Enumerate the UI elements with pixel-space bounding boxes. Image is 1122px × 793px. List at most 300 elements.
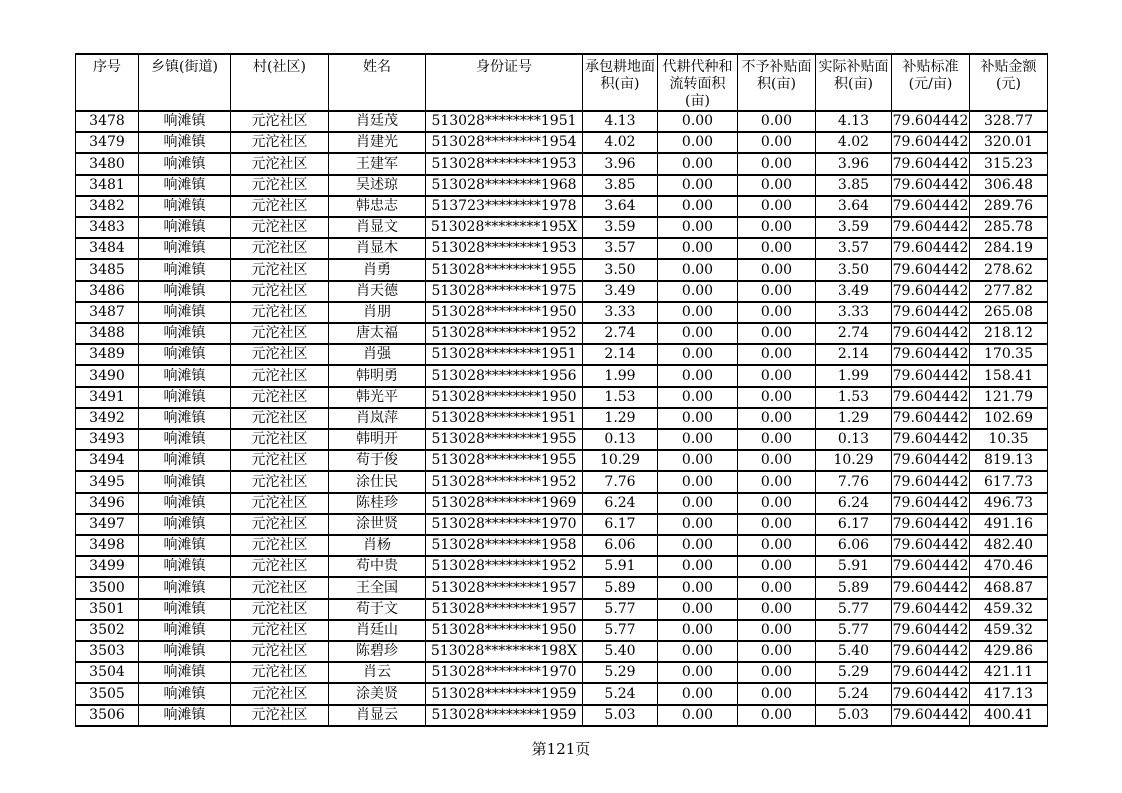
table-cell: 3501 [76,599,139,620]
table-cell: 3493 [76,429,139,450]
table-cell: 513028********1951 [426,111,583,132]
table-cell: 79.604442 [892,450,970,471]
table-cell: 肖勇 [329,259,426,280]
table-cell: 0.00 [738,535,816,556]
table-cell: 元沱社区 [231,705,329,726]
table-cell: 3488 [76,323,139,344]
table-row [76,683,1048,704]
table-cell: 3504 [76,662,139,683]
table-cell: 0.00 [738,132,816,153]
table-cell: 79.604442 [892,387,970,408]
table-cell: 5.40 [583,641,658,662]
table-cell: 0.00 [738,281,816,302]
table-body [76,111,1048,726]
table-cell: 0.00 [658,641,738,662]
table-cell: 5.91 [583,556,658,577]
table-cell: 3.50 [583,259,658,280]
table-header [76,54,1048,111]
table-row [76,620,1048,641]
table-cell: 218.12 [970,323,1048,344]
table-cell: 470.46 [970,556,1048,577]
table-cell: 肖廷山 [329,620,426,641]
table-cell: 3503 [76,641,139,662]
table-cell: 5.24 [816,683,892,704]
table-cell: 0.00 [738,196,816,217]
table-cell: 吴述琼 [329,175,426,196]
table-cell: 3505 [76,683,139,704]
table-cell: 79.604442 [892,196,970,217]
column-header-subsidy-standard: 补贴标准(元/亩) [892,54,970,111]
table-cell: 320.01 [970,132,1048,153]
table-cell: 涂美贤 [329,683,426,704]
table-cell: 79.604442 [892,132,970,153]
table-cell: 5.29 [816,662,892,683]
table-cell: 0.00 [658,153,738,174]
table-cell: 3.57 [583,238,658,259]
table-cell: 3484 [76,238,139,259]
column-header-serial: 序号 [76,54,139,111]
table-cell: 5.03 [816,705,892,726]
table-cell: 0.00 [738,705,816,726]
table-cell: 10.35 [970,429,1048,450]
table-cell: 肖天德 [329,281,426,302]
table-cell: 元沱社区 [231,217,329,238]
table-cell: 元沱社区 [231,344,329,365]
table-cell: 513028********1958 [426,535,583,556]
table-cell: 元沱社区 [231,450,329,471]
table-cell: 王全国 [329,577,426,598]
table-cell: 响滩镇 [139,535,231,556]
table-cell: 513028********1951 [426,344,583,365]
table-cell: 2.74 [816,323,892,344]
table-cell: 2.74 [583,323,658,344]
table-cell: 响滩镇 [139,493,231,514]
table-row [76,535,1048,556]
table-cell: 3489 [76,344,139,365]
table-cell: 79.604442 [892,281,970,302]
table-row [76,471,1048,492]
table-cell: 102.69 [970,408,1048,429]
page-number: 第121页 [531,740,591,758]
table-cell: 肖显云 [329,705,426,726]
table-cell: 响滩镇 [139,259,231,280]
table-cell: 328.77 [970,111,1048,132]
table-cell: 3.96 [583,153,658,174]
table-cell: 元沱社区 [231,323,329,344]
table-cell: 429.86 [970,641,1048,662]
column-header-nonsubsidy-area: 不予补贴面积(亩) [738,54,816,111]
table-cell: 0.00 [658,514,738,535]
table-cell: 响滩镇 [139,641,231,662]
table-cell: 121.79 [970,387,1048,408]
table-cell: 5.24 [583,683,658,704]
table-cell: 6.17 [816,514,892,535]
table-cell: 0.00 [738,662,816,683]
table-cell: 元沱社区 [231,514,329,535]
table-cell: 3.49 [583,281,658,302]
table-cell: 3483 [76,217,139,238]
table-cell: 10.29 [583,450,658,471]
table-cell: 0.00 [658,365,738,386]
column-header-township: 乡镇(街道) [139,54,231,111]
table-cell: 0.00 [738,153,816,174]
table-row [76,238,1048,259]
table-cell: 513028********1975 [426,281,583,302]
table-cell: 0.00 [738,259,816,280]
table-cell: 3.85 [583,175,658,196]
table-cell: 响滩镇 [139,323,231,344]
table-cell: 3490 [76,365,139,386]
table-cell: 0.00 [738,493,816,514]
table-cell: 513028********1955 [426,450,583,471]
table-cell: 响滩镇 [139,514,231,535]
table-cell: 肖显文 [329,217,426,238]
table-cell: 0.00 [658,217,738,238]
table-cell: 0.00 [738,620,816,641]
table-cell: 苟中贵 [329,556,426,577]
table-cell: 4.13 [583,111,658,132]
table-cell: 4.13 [816,111,892,132]
table-cell: 0.00 [738,323,816,344]
table-cell: 苟于文 [329,599,426,620]
table-row [76,705,1048,726]
table-row [76,196,1048,217]
table-cell: 元沱社区 [231,281,329,302]
table-cell: 元沱社区 [231,429,329,450]
table-cell: 肖云 [329,662,426,683]
table-cell: 79.604442 [892,705,970,726]
table-row [76,365,1048,386]
table-cell: 响滩镇 [139,302,231,323]
table-row [76,429,1048,450]
table-cell: 79.604442 [892,514,970,535]
table-cell: 6.24 [583,493,658,514]
table-cell: 0.00 [658,620,738,641]
table-cell: 5.77 [583,620,658,641]
table-cell: 158.41 [970,365,1048,386]
table-cell: 0.00 [738,217,816,238]
table-cell: 170.35 [970,344,1048,365]
table-cell: 元沱社区 [231,662,329,683]
table-cell: 0.00 [658,408,738,429]
table-cell: 3.64 [816,196,892,217]
table-cell: 513028********198X [426,641,583,662]
table-cell: 5.89 [583,577,658,598]
table-cell: 0.00 [658,132,738,153]
table-cell: 79.604442 [892,217,970,238]
table-cell: 响滩镇 [139,662,231,683]
table-cell: 3500 [76,577,139,598]
table-cell: 0.00 [738,302,816,323]
table-cell: 3495 [76,471,139,492]
table-cell: 79.604442 [892,302,970,323]
table-cell: 306.48 [970,175,1048,196]
table-cell: 0.00 [658,196,738,217]
table-cell: 79.604442 [892,641,970,662]
table-cell: 491.16 [970,514,1048,535]
table-cell: 6.24 [816,493,892,514]
table-cell: 513028********1955 [426,429,583,450]
table-cell: 79.604442 [892,620,970,641]
table-cell: 3.64 [583,196,658,217]
table-cell: 513028********1957 [426,599,583,620]
table-cell: 肖强 [329,344,426,365]
table-cell: 5.77 [583,599,658,620]
table-cell: 3491 [76,387,139,408]
table-cell: 韩明勇 [329,365,426,386]
table-cell: 0.00 [658,493,738,514]
table-cell: 响滩镇 [139,683,231,704]
table-cell: 元沱社区 [231,387,329,408]
table-cell: 王建军 [329,153,426,174]
table-cell: 819.13 [970,450,1048,471]
table-cell: 响滩镇 [139,599,231,620]
table-cell: 513028********1950 [426,387,583,408]
table-cell: 3486 [76,281,139,302]
table-cell: 5.91 [816,556,892,577]
table-row [76,556,1048,577]
table-cell: 3.50 [816,259,892,280]
table-cell: 289.76 [970,196,1048,217]
table-cell: 响滩镇 [139,238,231,259]
table-cell: 79.604442 [892,175,970,196]
table-cell: 513723********1978 [426,196,583,217]
table-cell: 3.49 [816,281,892,302]
table-cell: 响滩镇 [139,175,231,196]
table-row [76,662,1048,683]
table-cell: 0.13 [816,429,892,450]
table-cell: 响滩镇 [139,217,231,238]
table-cell: 0.00 [658,259,738,280]
table-cell: 3.59 [583,217,658,238]
table-cell: 513028********1956 [426,365,583,386]
table-row [76,217,1048,238]
table-cell: 79.604442 [892,577,970,598]
table-cell: 3499 [76,556,139,577]
table-cell: 513028********1954 [426,132,583,153]
table-row [76,641,1048,662]
table-cell: 513028********1952 [426,471,583,492]
table-cell: 513028********1953 [426,238,583,259]
table-cell: 1.99 [816,365,892,386]
table-cell: 400.41 [970,705,1048,726]
table-cell: 421.11 [970,662,1048,683]
table-cell: 0.00 [658,471,738,492]
table-cell: 元沱社区 [231,365,329,386]
table-cell: 0.00 [738,556,816,577]
table-cell: 3498 [76,535,139,556]
table-row [76,344,1048,365]
table-cell: 0.00 [738,429,816,450]
column-header-transfer-area: 代耕代种和流转面积(亩) [658,54,738,111]
table-header-row [76,54,1048,111]
table-cell: 7.76 [583,471,658,492]
table-cell: 513028********1950 [426,620,583,641]
table-cell: 响滩镇 [139,132,231,153]
table-cell: 4.02 [583,132,658,153]
table-cell: 0.00 [738,577,816,598]
table-cell: 响滩镇 [139,281,231,302]
table-cell: 0.00 [738,111,816,132]
table-cell: 79.604442 [892,344,970,365]
table-cell: 79.604442 [892,323,970,344]
column-header-actual-area: 实际补贴面积(亩) [816,54,892,111]
table-cell: 79.604442 [892,556,970,577]
table-cell: 0.00 [738,641,816,662]
table-row [76,450,1048,471]
table-cell: 响滩镇 [139,577,231,598]
table-cell: 元沱社区 [231,259,329,280]
table-cell: 0.00 [658,429,738,450]
table-cell: 响滩镇 [139,365,231,386]
table-cell: 0.00 [658,344,738,365]
table-cell: 1.29 [816,408,892,429]
table-cell: 2.14 [583,344,658,365]
table-cell: 0.00 [738,514,816,535]
table-row [76,175,1048,196]
table-cell: 0.00 [738,344,816,365]
table-cell: 肖显木 [329,238,426,259]
table-cell: 响滩镇 [139,408,231,429]
table-cell: 3.96 [816,153,892,174]
table-cell: 0.00 [738,238,816,259]
table-cell: 元沱社区 [231,111,329,132]
table-cell: 513028********1970 [426,662,583,683]
table-row [76,259,1048,280]
table-cell: 79.604442 [892,111,970,132]
table-cell: 陈桂珍 [329,493,426,514]
table-cell: 响滩镇 [139,344,231,365]
table-cell: 79.604442 [892,153,970,174]
table-cell: 79.604442 [892,408,970,429]
table-cell: 468.87 [970,577,1048,598]
table-cell: 79.604442 [892,238,970,259]
table-cell: 79.604442 [892,535,970,556]
table-cell: 涂世贤 [329,514,426,535]
table-row [76,577,1048,598]
table-cell: 513028********1970 [426,514,583,535]
table-cell: 元沱社区 [231,238,329,259]
table-cell: 284.19 [970,238,1048,259]
table-cell: 肖廷茂 [329,111,426,132]
table-cell: 肖朋 [329,302,426,323]
table-cell: 79.604442 [892,493,970,514]
table-cell: 元沱社区 [231,641,329,662]
table-cell: 元沱社区 [231,493,329,514]
column-header-contracted-area: 承包耕地面积(亩) [583,54,658,111]
table-cell: 6.06 [583,535,658,556]
table-cell: 3480 [76,153,139,174]
table-cell: 4.02 [816,132,892,153]
table-cell: 513028********1957 [426,577,583,598]
table-cell: 513028********1959 [426,705,583,726]
table-cell: 苟于俊 [329,450,426,471]
table-cell: 肖杨 [329,535,426,556]
table-cell: 0.00 [658,683,738,704]
table-cell: 3492 [76,408,139,429]
table-row [76,302,1048,323]
table-cell: 响滩镇 [139,153,231,174]
subsidy-table [75,53,1048,727]
table-cell: 7.76 [816,471,892,492]
table-cell: 3506 [76,705,139,726]
table-cell: 0.00 [658,302,738,323]
table-cell: 0.00 [658,450,738,471]
table-cell: 2.14 [816,344,892,365]
table-cell: 0.00 [658,535,738,556]
table-cell: 1.53 [816,387,892,408]
table-cell: 277.82 [970,281,1048,302]
table-cell: 响滩镇 [139,387,231,408]
table-cell: 0.00 [658,599,738,620]
table-cell: 513028********1952 [426,556,583,577]
table-cell: 79.604442 [892,599,970,620]
table-cell: 响滩镇 [139,556,231,577]
table-cell: 0.00 [658,175,738,196]
table-cell: 0.00 [658,387,738,408]
table-cell: 513028********195X [426,217,583,238]
table-cell: 3478 [76,111,139,132]
table-cell: 417.13 [970,683,1048,704]
table-cell: 0.00 [658,238,738,259]
table-cell: 3482 [76,196,139,217]
table-cell: 0.00 [738,387,816,408]
table-cell: 0.00 [658,323,738,344]
table-cell: 响滩镇 [139,620,231,641]
table-cell: 元沱社区 [231,683,329,704]
table-cell: 韩光平 [329,387,426,408]
table-cell: 513028********1969 [426,493,583,514]
column-header-village: 村(社区) [231,54,329,111]
table-cell: 79.604442 [892,471,970,492]
table-cell: 0.00 [738,683,816,704]
table-cell: 元沱社区 [231,535,329,556]
table-cell: 513028********1951 [426,408,583,429]
table-cell: 0.00 [738,599,816,620]
table-cell: 513028********1959 [426,683,583,704]
table-row [76,599,1048,620]
table-cell: 3485 [76,259,139,280]
table-cell: 唐太福 [329,323,426,344]
table-cell: 459.32 [970,599,1048,620]
table-cell: 5.29 [583,662,658,683]
table-cell: 元沱社区 [231,196,329,217]
table-cell: 265.08 [970,302,1048,323]
table-cell: 0.00 [658,662,738,683]
table-cell: 5.77 [816,599,892,620]
table-cell: 79.604442 [892,429,970,450]
table-row [76,408,1048,429]
table-cell: 459.32 [970,620,1048,641]
table-cell: 元沱社区 [231,471,329,492]
table-cell: 0.00 [738,450,816,471]
table-cell: 3.85 [816,175,892,196]
column-header-subsidy-amount: 补贴金额(元) [970,54,1048,111]
table-cell: 79.604442 [892,365,970,386]
table-cell: 3479 [76,132,139,153]
table-cell: 元沱社区 [231,132,329,153]
table-row [76,281,1048,302]
table-cell: 元沱社区 [231,577,329,598]
table-row [76,323,1048,344]
table-cell: 513028********1953 [426,153,583,174]
table-cell: 3481 [76,175,139,196]
table-cell: 0.00 [658,705,738,726]
table-cell: 响滩镇 [139,705,231,726]
table-cell: 617.73 [970,471,1048,492]
table-cell: 10.29 [816,450,892,471]
table-cell: 韩忠志 [329,196,426,217]
